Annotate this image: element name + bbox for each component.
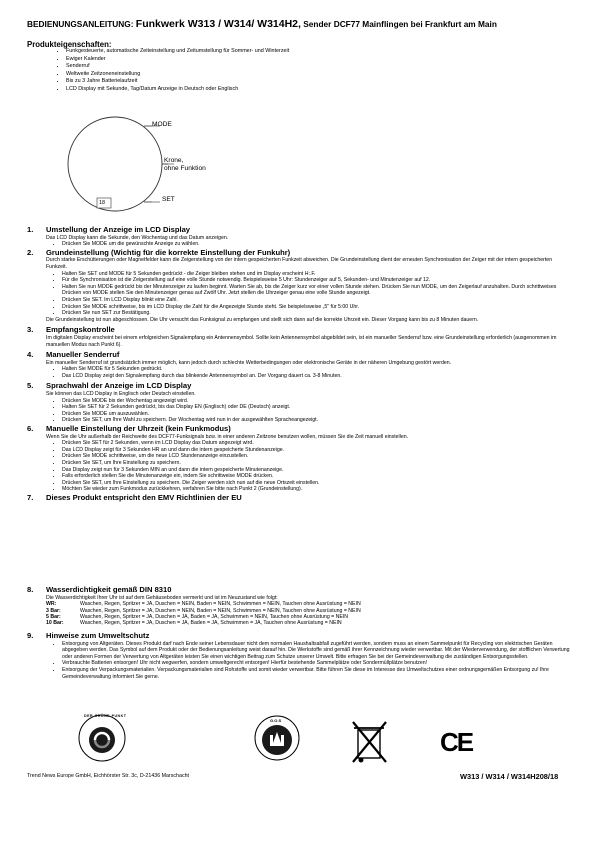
section-outro: Die Grundeinstellung ist nun abgeschlossen. Die Uhr versucht das Funksignal zu empfangen und stellt sich dann auf die korrekte Uhrzeit ein. Dieser Vorgang kann bis zu 8 Minuten dauern. <box>46 316 479 323</box>
crown-label-1: Krone, <box>164 157 184 164</box>
header-suffix: Sender DCF77 Mainflingen bei Frankfurt am Main <box>303 19 497 29</box>
list-item: • Halten Sie nun MODE gedrückt bis der Minutenzeiger zu laufen beginnt. Warten Sie ab, bis die Zeiger kurz vor einer vollen Stunde stehen. Drücken Sie nun MODE, um den Zeigerlauf anzuhalten. Durch schrittweises Drücken von MODE stellen Sie den Minutenzeiger genau auf Zwölf Uhr. Jetzt stellen die Uhrzeiger genau eine volle Stunde angezeigt. <box>62 284 570 297</box>
water-table <box>46 601 367 627</box>
crown-label-2: ohne Funktion <box>164 165 206 172</box>
section-heading: 7. Dieses Produkt entspricht den EMV Richtlinien der EU <box>27 492 242 502</box>
weee-bin-logo <box>346 716 394 766</box>
list-item: • Halten Sie MODE für 5 Sekunden gedrückt. <box>62 366 570 373</box>
water-description: Waschen, Regen, Spritzer = JA, Duschen = JA, Baden = JA, Schwimmen = NEIN, Tauchen ohne Ausrüstung = NEIN <box>80 614 349 620</box>
water-intro: Die Wasserdichtigkeit Ihrer Uhr ist auf dem Gehäuseboden vermerkt und ist im Neuzustand wie folgt: <box>46 594 278 601</box>
list-item: • Drücken Sie MODE schrittweise, bis im LCD Display die Zahl für die Angezeigte Stunde steht. Sie beispielsweise „5" für 5:00 Uhr. <box>62 304 570 311</box>
list-item: • Für die Synchronisation ist die Zeigerstellung auf eine volle Stunde notwendig. Beispielsweise 5 Uhr: Stundenzeiger auf 5, Sekunden- und Minutenzeiger auf 12. <box>62 277 570 284</box>
section-intro: Wenn Sie die Uhr außerhalb der Reichweite des DCF77-Funksignals bzw. in einer anderen Zeitzone benutzen wollen, müssen Sie die Zeit manuell einstellen. <box>46 433 409 440</box>
section-heading: 2. Grundeinstellung (Wichtig für die korrekte Einstellung der Funkuhr) <box>27 247 291 257</box>
section-list <box>27 398 570 424</box>
section <box>27 326 570 348</box>
section-heading: 4. Manueller Senderruf <box>27 350 120 360</box>
gruener-punkt-logo <box>77 713 127 763</box>
environment-list <box>27 641 570 681</box>
list-item: • Drücken Sie MODE um die gewünschte Anzeige zu wählen. <box>62 241 570 248</box>
instruction-sections <box>27 226 570 504</box>
water-resistance-section <box>27 586 570 627</box>
list-item: • Drücken Sie MODE schrittweise, um die neue LCD Stundenanzeige einzustellen. <box>62 453 570 460</box>
section-list <box>27 241 570 248</box>
list-item: • Falls erforderlich stellen Sie die Minutenanzeige ein, indem Sie schrittweise MODE drücken. <box>62 473 570 480</box>
list-item: • Verbrauchte Batterien entsorgen! Uhr nicht wegwerfen, sondern umweltgerecht entsorgen! Hierfür bestehende Sammelplätze oder Sondermüllplätze benutzen! <box>62 660 570 667</box>
section-heading: 6. Manuelle Einstellung der Uhrzeit (kein Funkmodus) <box>27 424 231 434</box>
section <box>27 226 570 248</box>
table-row <box>46 620 367 626</box>
features-title: Produkteigenschaften: <box>27 40 112 49</box>
list-item: • Drücken Sie nun SET zur Bestätigung. <box>62 310 570 317</box>
list-item: • Das LCD Display zeigt den Signalempfang durch das blinkende Antennensymbol an. Der Vorgang dauert ca. 3-8 Minuten. <box>62 373 570 380</box>
section-list <box>27 271 570 317</box>
section-intro: Ein manueller Senderruf ist grundsätzlich immer möglich, kann jedoch durch schlechte Wetterbedingungen oder elektronische Geräte in der näheren Umgebung gestört werden. <box>46 359 452 366</box>
list-item: • Halten Sie SET für 2 Sekunden gedrückt, bis das Display EN (Englisch) oder DE (Deutsch) anzeigt. <box>62 404 570 411</box>
section-heading: 1. Umstellung der Anzeige im LCD Display <box>27 225 191 234</box>
section-intro: Das LCD Display kann die Sekunde, den Wochentag und das Datum anzeigen. <box>46 234 229 241</box>
section <box>27 425 570 493</box>
section-heading: 5. Sprachwahl der Anzeige im LCD Display <box>27 381 192 391</box>
water-description: Waschen, Regen, Spritzer = JA, Duschen = NEIN, Baden = NEIN, Schwimmen = NEIN, Tauchen ohne Ausrüstung = NEIN <box>80 601 361 608</box>
water-rating: 10 Bar: <box>46 620 64 627</box>
list-item: • Drücken Sie SET, um Ihre Einstellung zu speichern. Die Zeiger werden sich nun auf die neue Ortszeit einstellen. <box>62 480 570 487</box>
section <box>27 382 570 424</box>
lcd-value: 18 <box>99 200 105 206</box>
water-rating: 3 Bar: <box>46 607 61 614</box>
document-header <box>27 18 497 30</box>
gos-text: G.O.S <box>270 718 282 723</box>
section-intro: Durch starke Erschütterungen oder Magnetfelder kann die Zeigerstellung von der intern gespeicherten Funkzeit abweichen. Die Grundeinstellung dient der erneuten Synchronisation der Zeiger mit der intern gespeicherten Funkzeit. <box>46 257 553 270</box>
ce-mark: CE <box>440 727 473 757</box>
water-rating: WR: <box>46 601 57 608</box>
list-item: • Das Display zeigt nun für 3 Sekunden MIN an und dann die intern gespeicherte Minutenanzeige. <box>62 467 570 474</box>
water-rating: 5 Bar: <box>46 614 61 620</box>
feature-item: • Funkgesteuerte, automatische Zeiteinstellung und Zeitumstellung für Sommer- und Winterzeit <box>66 48 289 56</box>
section <box>27 249 570 324</box>
feature-item: • Senderruf <box>66 63 289 71</box>
list-item: • Drücken Sie MODE bis der Wochentag angezeigt wird. <box>62 398 570 405</box>
section <box>27 351 570 379</box>
list-item: • Drücken Sie SET, um Ihre Einstellung zu speichern. <box>62 460 570 467</box>
footer-model: W313 / W314 / W314H208/18 <box>460 772 559 781</box>
section-list <box>27 366 570 379</box>
environment-section <box>27 632 570 680</box>
section-list <box>27 440 570 493</box>
section-intro: Sie können das LCD Display in Englisch oder Deutsch einstellen. <box>46 391 196 398</box>
feature-item: • Weltweite Zeitzoneneinstellung <box>66 71 289 79</box>
mode-label: MODE <box>152 121 172 128</box>
water-description: Waschen, Regen, Spritzer = JA, Duschen = JA, Baden = JA, Schwimmen = JA, Tauchen ohne Ausrüstung = NEIN <box>80 620 342 627</box>
list-item: • Drücken Sie SET für 2 Sekunden, wenn im LCD Display das Datum angezeigt wird. <box>62 440 570 447</box>
list-item: • Möchten Sie wieder zum Funkmodus zurückkehren, verfahren Sie bitte nach Punkt 2 (Grundeinstellung). <box>62 486 570 493</box>
footer-company: Trend News Europe GmbH, Eichhörster Str. 3c, D-21436 Marschacht <box>27 773 190 779</box>
list-item: • Das LCD Display zeigt für 3 Sekunden HR an und dann die intern gespeicherte Stundenanzeige. <box>62 447 570 454</box>
gruener-punkt-text: DER GRÜNE PUNKT <box>84 714 127 718</box>
table-row <box>46 601 367 607</box>
feature-item: • Bis zu 3 Jahre Batterielaufzeit <box>66 78 289 86</box>
header-prefix: BEDIENUNGSANLEITUNG: <box>27 19 134 29</box>
features-list <box>40 48 289 94</box>
list-item: • Halten Sie SET und MODE für 5 Sekunden gedrückt - die Zeiger bleiben stehen und im Display erscheint H:.F. <box>62 271 570 278</box>
feature-item: • Ewiger Kalender <box>66 56 289 64</box>
list-item: • Drücken Sie MODE um auszuwählen. <box>62 411 570 418</box>
logo-arrows <box>89 727 115 753</box>
watch-diagram <box>60 112 230 214</box>
list-item: • Entsorgung der Verpackungsmaterialien. Verpackungsmaterialien sind Rohstoffe und somit wieder verwertbar. Bitte führen Sie diese im Interesse des Umweltschutzes einer ordnungsgemäßen Entsorgung zu! Ihre Gemeindeverwaltung informiert Sie gerne. <box>62 667 570 680</box>
list-item: • Drücken Sie SET, um Ihre Wahl zu speichern. Der Wochentag wird nun in der ausgewählten Spracheangezeigt. <box>62 417 570 424</box>
bin-wheel <box>359 758 364 763</box>
set-label: SET <box>162 196 175 203</box>
feature-item: • LCD Display mit Sekunde, Tag/Datum Anzeige in Deutsch oder Englisch <box>66 86 289 94</box>
section-heading: 9. Hinweise zum Umweltschutz <box>27 631 150 640</box>
section-heading: 8. Wasserdichtigkeit gemäß DIN 8310 <box>27 585 172 594</box>
water-description: Waschen, Regen, Spritzer = JA, Duschen = NEIN, Baden = NEIN, Schwimmen = NEIN, Tauchen ohne Ausrüstung = NEIN <box>80 607 361 614</box>
header-product: Funkwerk W313 / W314/ W314H2, <box>135 18 301 30</box>
watch-case <box>68 117 162 211</box>
section-heading: 3. Empfangskontrolle <box>27 325 115 335</box>
section <box>27 494 570 503</box>
list-item: • Entsorgung von Altgeräten. Dieses Produkt darf nach Ende seiner Lebensdauer nicht dem normalen Haushaltsabfall zugeführt werden, sondern muss an einem Sammelpunkt für Recycling von elektrischen Geräten abgegeben werden. Das Symbol auf dem Produkt oder der Bedienungsanleitung weist darauf hin. Die Werkstoffe sind gemäß ihrer Kennzeichnung wieder verwertbar. Mit der Wiederverwendung, der stofflichen Verwertung oder anderen Formen der Verwertung von Altgeräten leisten Sie einen wichtigen Beitrag zum Schutze unserer Umwelt. Bitte erfragen Sie bei der Gemeindeverwaltung die zuständigen Entsorgungsstellen. <box>62 641 570 661</box>
section-intro: Im digitalen Display erscheint bei einem erfolgreichen Signalempfang ein Antennensymbol. Sollte kein Antennensymbol abgebildet sein, ist ein manueller Senderruf bzw. eine Grundeinstellung erforderlich (ausgenommen im manuellen Modus nach Punkt 6). <box>46 334 557 348</box>
list-item: • Drücken Sie SET. Im LCD Display blinkt eine Zahl. <box>62 297 570 304</box>
